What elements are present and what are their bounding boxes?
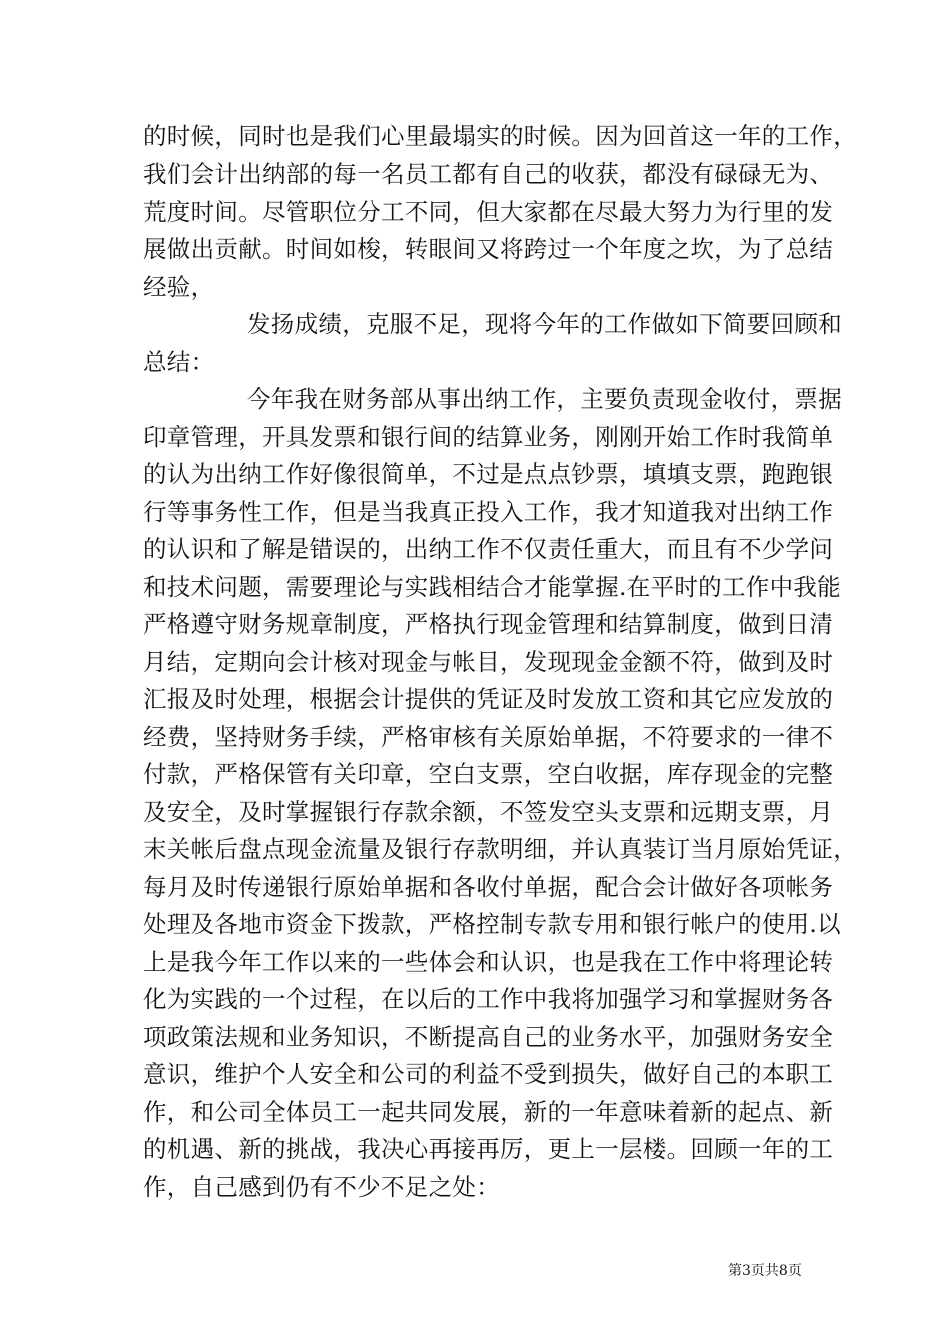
text-line: 及安全，及时掌握银行存款余额，不签发空头支票和远期支票，月 <box>143 798 834 826</box>
text-line: 的认识和了解是错误的，出纳工作不仅责任重大，而且有不少学问 <box>143 535 834 563</box>
text-line: 的时候，同时也是我们心里最塌实的时候。因为回首这一年的工作， <box>143 122 857 150</box>
text-line: 项政策法规和业务知识，不断提高自己的业务水平，加强财务安全 <box>143 1023 834 1051</box>
text-line: 每月及时传递银行原始单据和各收付单据，配合会计做好各项帐务 <box>143 873 834 901</box>
text-line: 末关帐后盘点现金流量及银行存款明细，并认真装订当月原始凭证， <box>143 835 857 863</box>
text-line: 上是我今年工作以来的一些体会和认识，也是我在工作中将理论转 <box>143 948 834 976</box>
text-line: 荒度时间。尽管职位分工不同，但大家都在尽最大努力为行里的发 <box>143 198 834 226</box>
text-line: 作，和公司全体员工一起共同发展，新的一年意味着新的起点、新 <box>143 1098 834 1126</box>
text-line: 经验， <box>143 273 215 301</box>
text-line: 的机遇、新的挑战，我决心再接再厉，更上一层楼。回顾一年的工 <box>143 1135 834 1163</box>
text-line: 和技术问题，需要理论与实践相结合才能掌握.在平时的工作中我能 <box>143 573 841 601</box>
text-line: 作，自己感到仍有不少不足之处： <box>143 1173 500 1201</box>
text-line: 处理及各地市资金下拨款，严格控制专款专用和银行帐户的使用.以 <box>143 910 841 938</box>
text-line: 我们会计出纳部的每一名员工都有自己的收获，都没有碌碌无为、 <box>143 160 834 188</box>
page-number-footer: 第3页共8页 <box>728 1263 802 1279</box>
text-line: 化为实践的一个过程，在以后的工作中我将加强学习和掌握财务各 <box>143 985 834 1013</box>
text-line: 印章管理，开具发票和银行间的结算业务，刚刚开始工作时我简单 <box>143 423 834 451</box>
text-line: 月结，定期向会计核对现金与帐目，发现现金金额不符，做到及时 <box>143 648 834 676</box>
text-line: 意识，维护个人安全和公司的利益不受到损失，做好自己的本职工 <box>143 1060 834 1088</box>
paragraph-start-line: 今年我在财务部从事出纳工作，主要负责现金收付，票据 <box>247 385 842 413</box>
text-line: 严格遵守财务规章制度，严格执行现金管理和结算制度，做到日清 <box>143 610 834 638</box>
text-line: 行等事务性工作，但是当我真正投入工作，我才知道我对出纳工作 <box>143 498 834 526</box>
text-line: 展做出贡献。时间如梭，转眼间又将跨过一个年度之坎，为了总结 <box>143 235 834 263</box>
text-line: 的认为出纳工作好像很简单，不过是点点钞票，填填支票，跑跑银 <box>143 460 834 488</box>
paragraph-start-line: 发扬成绩，克服不足，现将今年的工作做如下简要回顾和 <box>247 310 842 338</box>
text-line: 付款，严格保管有关印章，空白支票，空白收据，库存现金的完整 <box>143 760 834 788</box>
text-line: 汇报及时处理，根据会计提供的凭证及时发放工资和其它应发放的 <box>143 685 834 713</box>
text-line: 总结： <box>143 348 215 376</box>
text-line: 经费，坚持财务手续，严格审核有关原始单据，不符要求的一律不 <box>143 723 834 751</box>
